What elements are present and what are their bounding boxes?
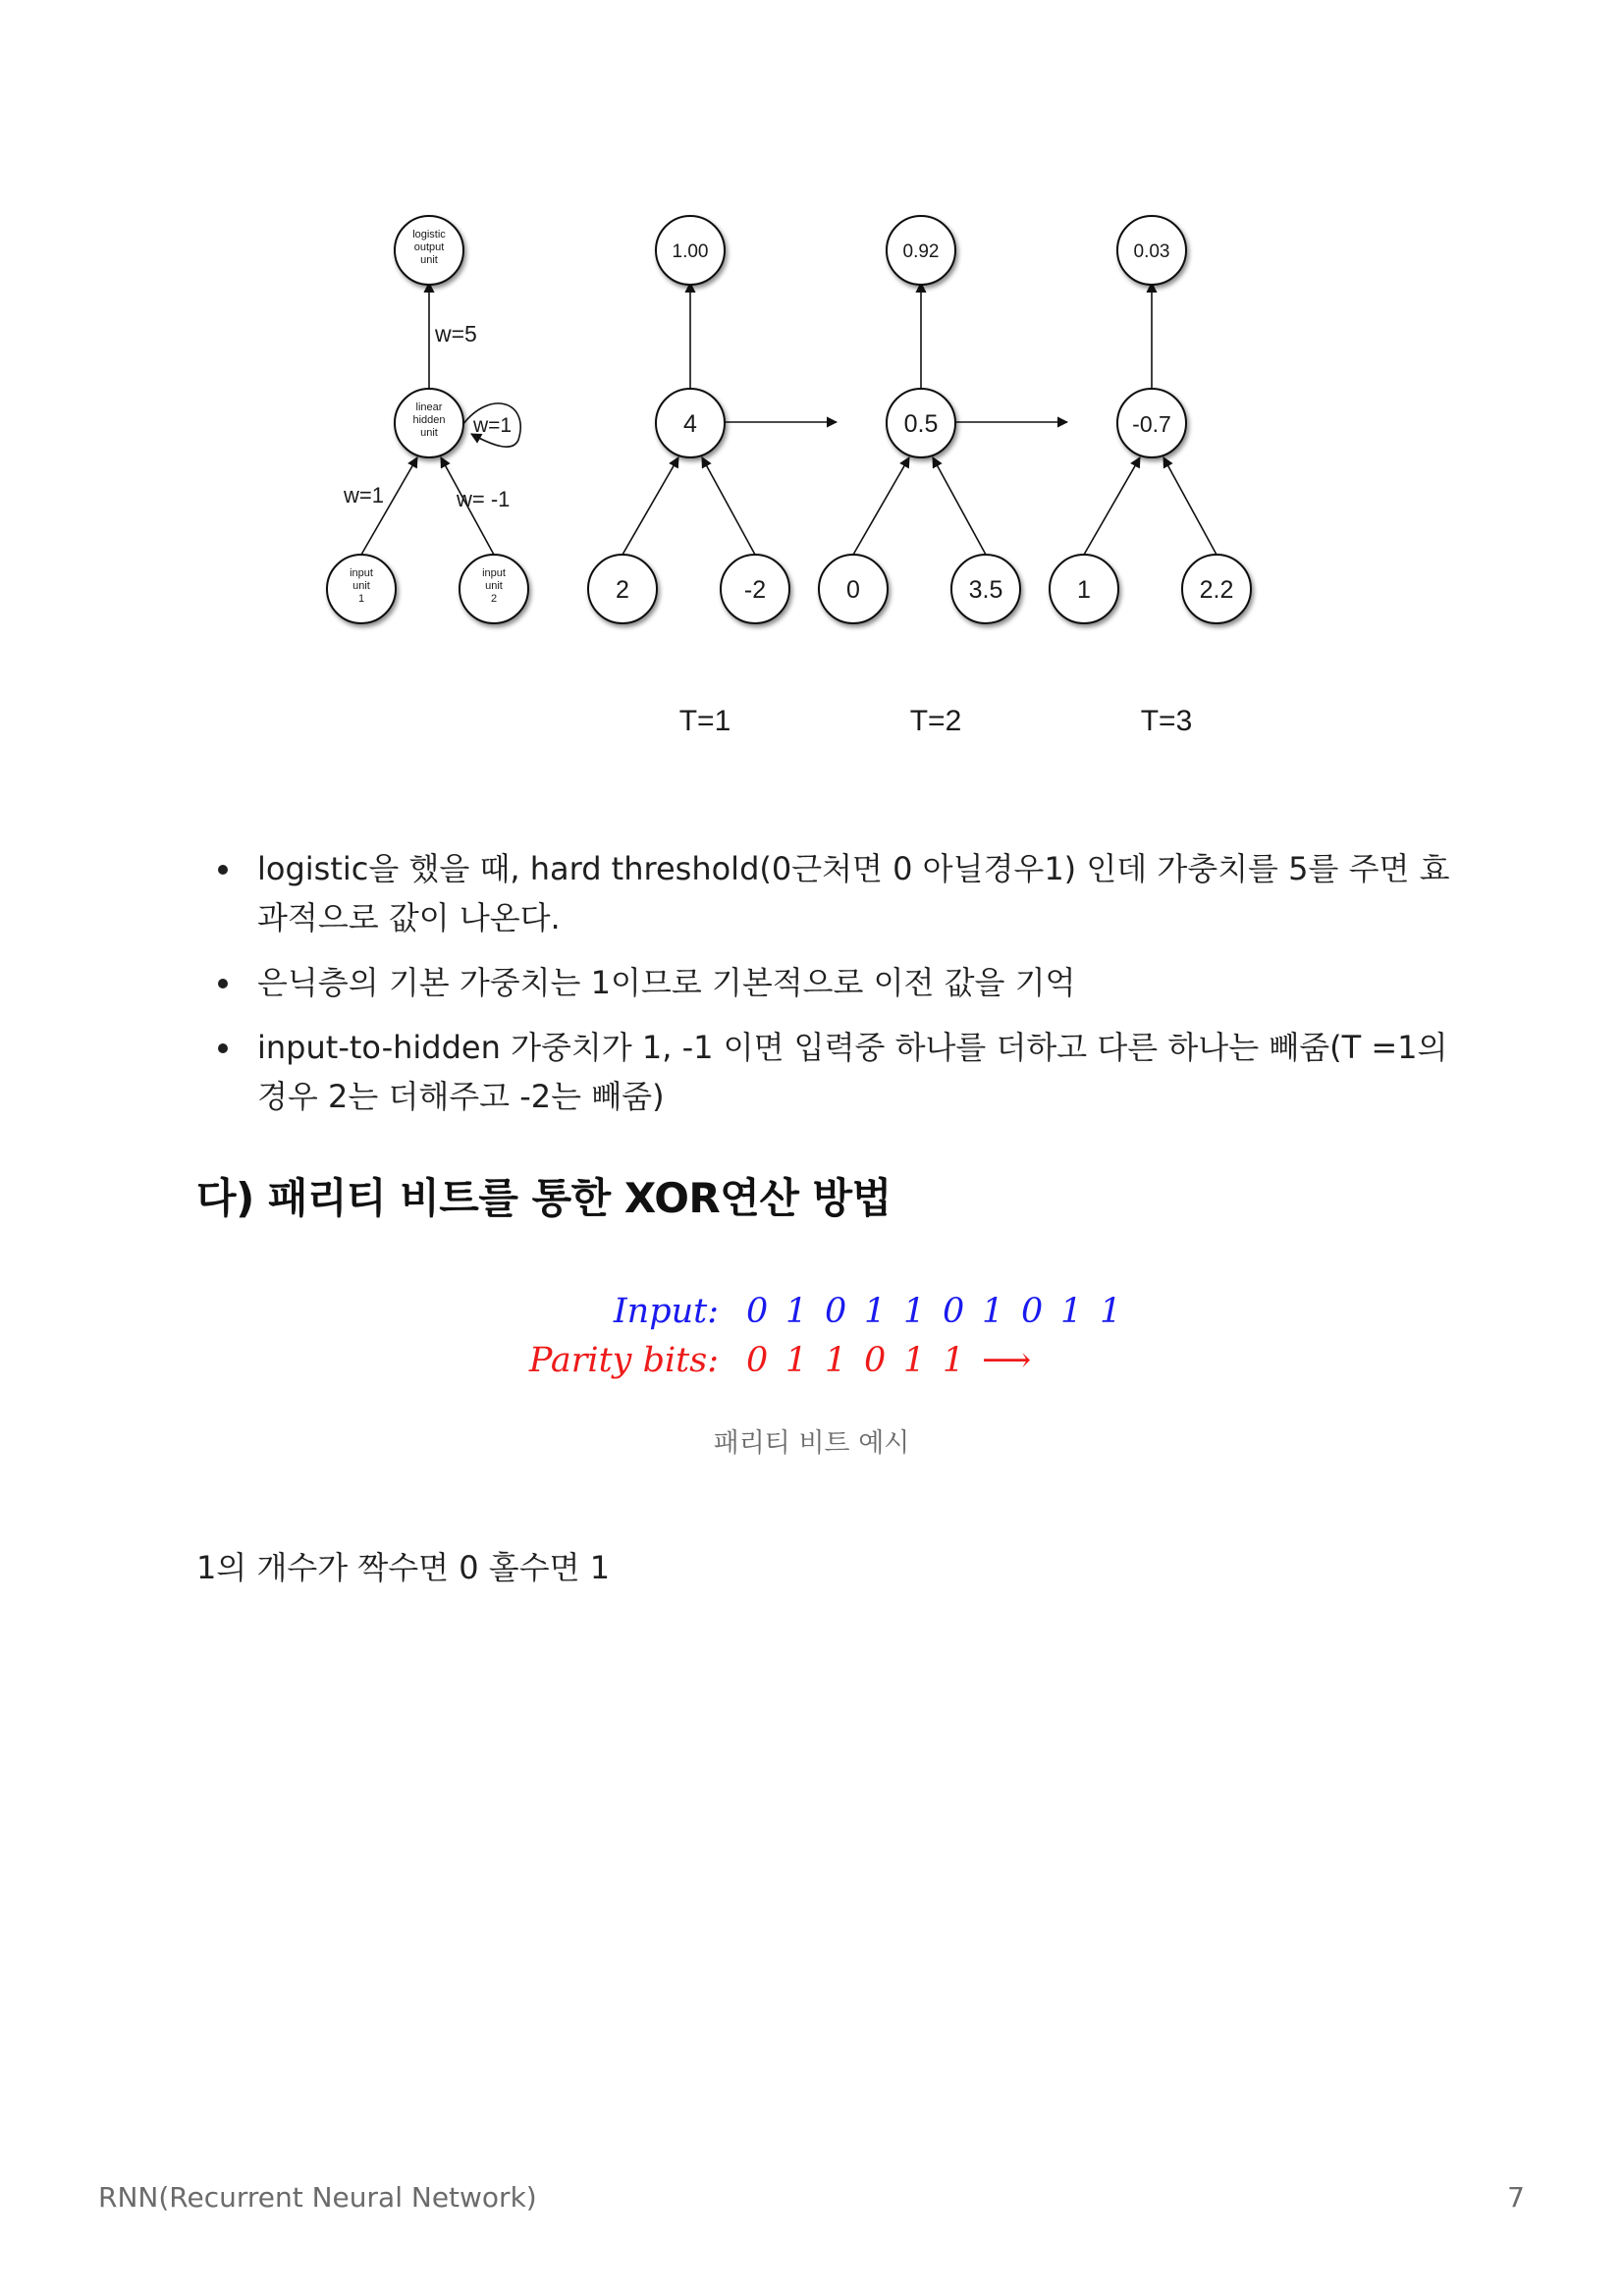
input-bit: 0 [746,1292,769,1331]
section-heading: 다) 패리티 비트를 통한 XOR연산 방법 [196,1174,892,1222]
hidden-node-line3: unit [420,427,438,439]
timestep-2 [819,216,1020,737]
arrow-icon: ⟶ [982,1341,1032,1380]
hidden-node [395,389,463,457]
input-bit: 1 [1060,1292,1083,1331]
explanation-list [196,844,1453,1137]
parity-row [442,1341,1188,1390]
input-label: Input: [613,1292,719,1331]
parity-bit: 0 [746,1341,769,1380]
input-bit: 1 [785,1292,808,1331]
input-bit: 1 [982,1292,1004,1331]
input-row [442,1292,1188,1341]
page-number: 7 [1507,2181,1525,2214]
parity-bit: 1 [825,1341,847,1380]
weight-label-self: w=1 [473,414,513,437]
timestep-3 [1050,216,1251,737]
timestep-1 [588,216,789,737]
input-node-2 [460,555,528,623]
input-bit: 0 [825,1292,847,1331]
input-value-1: 2 [616,576,629,604]
output-value: 1.00 [672,241,709,262]
weight-label-in2: w= -1 [457,487,511,511]
parity-bit: 1 [903,1341,926,1380]
time-label: T=3 [1140,705,1193,737]
time-label: T=2 [909,705,962,737]
input-node-2-line1: input [482,567,506,579]
input-value-2: 2.2 [1199,576,1234,604]
input-value-1: 0 [846,576,860,604]
weight-label-in1: w=1 [344,483,384,507]
input-node-2-line3: 2 [490,593,498,605]
hidden-value: 4 [683,410,697,438]
input-node-1-line3: 1 [357,593,365,605]
input-value-1: 1 [1077,576,1091,604]
rnn-parity-figure [295,196,1276,766]
parity-bits [746,1341,1031,1380]
figure-caption: 패리티 비트 예시 [713,1428,910,1459]
input-bit: 1 [1100,1292,1122,1331]
weight-label-out: w=5 [435,321,477,347]
input-node-1-line1: input [350,567,373,579]
hidden-node-line2: hidden [412,414,446,426]
input-bit: 1 [903,1292,926,1331]
input-node-2-line2: unit [485,580,503,592]
input-bit: 0 [943,1292,965,1331]
body-paragraph: 1의 개수가 짝수면 0 홀수면 1 [196,1549,611,1586]
parity-label: Parity bits: [528,1341,719,1380]
parity-example [442,1292,1188,1390]
hidden-value: -0.7 [1132,411,1171,437]
model-nodes [327,216,528,623]
input-value-2: -2 [743,576,767,604]
parity-bit: 0 [864,1341,887,1380]
input-node-1-line2: unit [352,580,370,592]
list-item: logistic을 했을 때, hard threshold(0근처면 0 아닐경우1) 인데 가충치를 5를 주면 효과적으로 값이 나온다. [196,844,1453,942]
time-label: T=1 [678,705,731,737]
output-value: 0.03 [1133,241,1170,262]
input-value-2: 3.5 [968,576,1003,604]
input-bits [746,1292,1139,1331]
list-item: 은닉층의 기본 가중치는 1이므로 기본적으로 이전 값을 기억 [196,958,1453,1007]
parity-bit: 1 [943,1341,965,1380]
output-node [395,216,463,285]
hidden-node-line1: linear [415,401,443,413]
output-value: 0.92 [902,241,940,262]
input-bit: 0 [1021,1292,1044,1331]
output-node-line1: logistic [412,229,446,240]
output-node-line2: output [413,241,445,253]
hidden-value: 0.5 [903,410,939,438]
output-node-line3: unit [420,254,438,266]
input-node-1 [327,555,396,623]
input-bit: 1 [864,1292,887,1331]
footer-title: RNN(Recurrent Neural Network) [98,2181,537,2214]
list-item: input-to-hidden 가중치가 1, -1 이면 입력중 하나를 더하고 다른 하나는 빼줌(T =1의 경우 2는 더해주고 -2는 빼줌) [196,1023,1453,1121]
parity-bit: 1 [785,1341,808,1380]
